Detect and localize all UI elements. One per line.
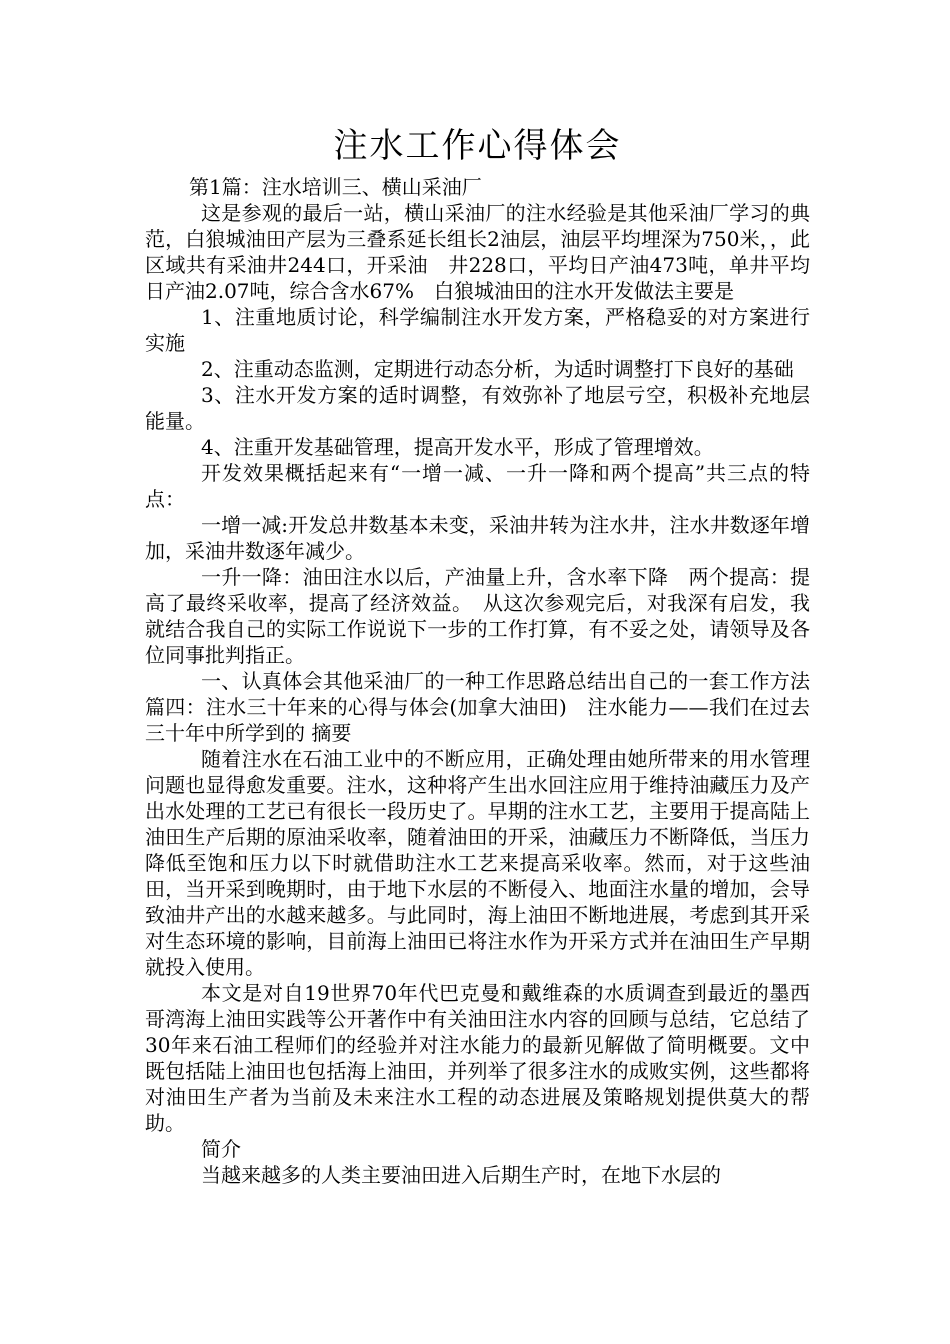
paragraph-review: 本文是对自19世界70年代巴克曼和戴维森的水质调查到最近的墨西哥湾海上油田实践等公开著作中有关油田注水内容的回顾与总结，它总结了30年来石油工程师们的经验并对注水能力的最新见解做了简明概要。文中既包括陆上油田也包括海上油田，并列举了很多注水的成败实例，这些都将对油田生产者为当前及未来注水工程的动态进展及策略规划提供莫大的帮助。	[145, 981, 810, 1135]
paragraph-point-2: 2、注重动态监测，定期进行动态分析，为适时调整打下良好的基础	[201, 357, 794, 381]
paragraph-point-3: 3、注水开发方案的适时调整，有效弥补了地层亏空，积极补充地层能量。	[145, 383, 810, 433]
paragraph-point-1: 1、注重地质讨论，科学编制注水开发方案，严格稳妥的对方案进行实施	[145, 305, 810, 355]
document-subtitle: 第1篇：注水培训三、横山采油厂	[189, 175, 482, 199]
paragraph-intro: 这是参观的最后一站，横山采油厂的注水经验是其他采油厂学习的典范，白狼城油田产层为三叠系延长组长2油层，油层平均埋深为750米，，此区域共有采油井244口，开采油 井228口，平均日产油473吨，单井平均日产油2.07吨，综合含水67% 白狼城油田的注水开发做法主要是	[145, 201, 810, 303]
paragraph-rise-fall: 一升一降：油田注水以后，产油量上升，含水率下降 两个提高：提高了最终采收率，提高了经济效益。 从这次参观完后，对我深有启发，我就结合我自己的实际工作说说下一步的工作打算，有不妥之处，请领导及各位同事批判指正。	[145, 565, 810, 667]
paragraph-water-injection: 随着注水在石油工业中的不断应用，正确处理由她所带来的用水管理问题也显得愈发重要。注水，这种将产生出水回注应用于维持油藏压力及产出水处理的工艺已有很长一段历史了。早期的注水工艺，主要用于提高陆上油田生产后期的原油采收率，随着油田的开采，油藏压力不断降低，当压力降低至饱和压力以下时就借助注水工艺来提高采收率。然而，对于这些油田，当开采到晚期时，由于地下水层的不断侵入、地面注水量的增加，会导致油井产出的水越来越多。与此同时，海上油田不断地进展，考虑到其开采对生态环境的影响，目前海上油田已将注水作为开采方式并在油田生产早期就投入使用。	[145, 747, 810, 979]
paragraph-effects: 开发效果概括起来有“一增一减、一升一降和两个提高”共三点的特点：	[145, 461, 810, 511]
paragraph-point-4: 4、注重开发基础管理，提高开发水平，形成了管理增效。	[201, 435, 714, 459]
section-heading-intro: 简介	[201, 1137, 241, 1161]
paragraph-last: 当越来越多的人类主要油田进入后期生产时，在地下水层的	[201, 1163, 721, 1187]
paragraph-increase-decrease: 一增一减:开发总井数基本未变，采油井转为注水井，注水井数逐年增加，采油井数逐年减少。	[145, 513, 810, 563]
document-title: 注水工作心得体会	[333, 126, 622, 166]
paragraph-method: 一、认真体会其他采油厂的一种工作思路总结出自己的一套工作方法篇四：注水三十年来的心得与体会(加拿大油田) 注水能力——我们在过去三十年中所学到的 摘要	[145, 669, 810, 745]
